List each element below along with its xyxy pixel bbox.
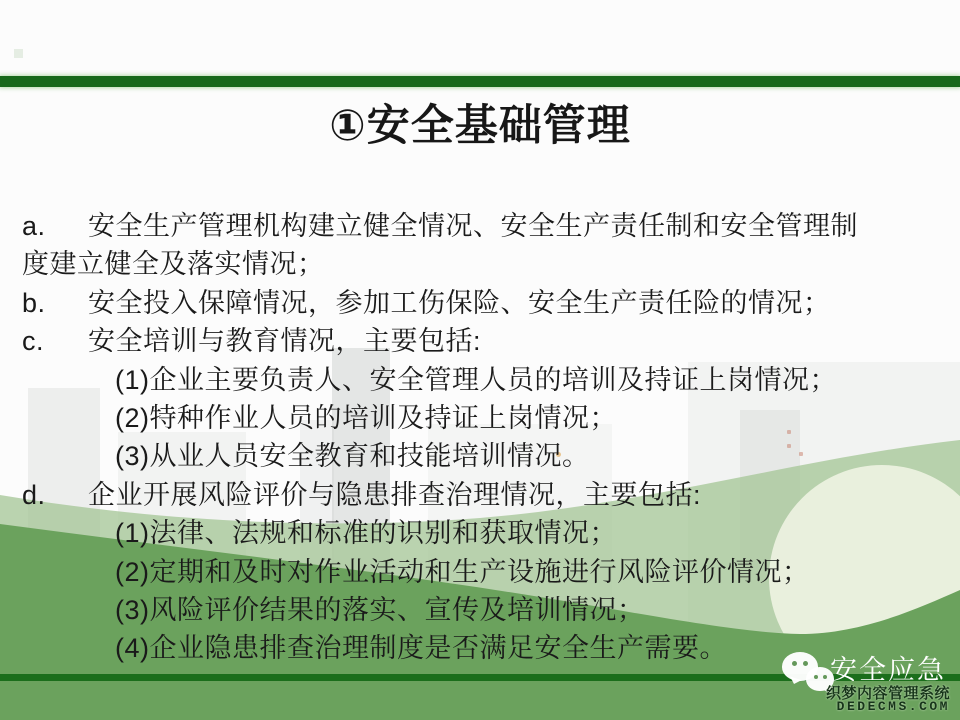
body-line [22, 553, 947, 591]
wechat-eye [814, 675, 818, 679]
body-line-text: (4)企业隐患排查治理制度是否满足安全生产需要。 [115, 633, 727, 664]
body-line [22, 207, 947, 245]
body-line-text: (3)从业人员安全教育和技能培训情况。 [115, 441, 590, 472]
wechat-account-label: 安全应急 [830, 655, 946, 685]
wechat-bubble-tail [786, 676, 801, 691]
body-line-text: 安全投入保障情况，参加工伤保险、安全生产责任险的情况； [88, 287, 831, 318]
body-line-text: (2)特种作业人员的培训及持证上岗情况； [115, 403, 617, 434]
wechat-eye [792, 661, 797, 666]
cms-watermark-domain: DEDECMS.COM [836, 699, 950, 714]
cms-watermark-text: 织梦内容管理系统 [825, 685, 950, 702]
body-line-text: (3)风险评价结果的落实、宣传及培训情况； [115, 595, 645, 626]
wechat-eye [823, 675, 827, 679]
body-line [22, 322, 947, 360]
body-line-text: 度建立健全及落实情况； [22, 249, 325, 280]
list-marker: d. [22, 479, 46, 510]
body-line [22, 476, 947, 514]
body-line [22, 284, 947, 322]
body-line-text: 安全培训与教育情况，主要包括: [88, 326, 482, 357]
body-line [22, 591, 947, 629]
body-line [22, 399, 947, 437]
body-line-text: (2)定期和及时对作业活动和生产设施进行风险评价情况； [115, 556, 810, 587]
list-marker: b. [22, 287, 46, 318]
body-line [22, 361, 947, 399]
body-line [22, 437, 947, 475]
body-line [22, 514, 947, 552]
wechat-eye [803, 661, 808, 666]
body-line-text: 企业开展风险评价与隐患排查治理情况，主要包括: [88, 479, 702, 510]
list-marker: c. [22, 326, 45, 357]
body-line-text: (1)法律、法规和标准的识别和获取情况； [115, 518, 617, 549]
body-line-text: 安全生产管理机构建立健全情况、安全生产责任制和安全管理制 [88, 211, 858, 241]
body-line-text: (1)企业主要负责人、安全管理人员的培训及持证上岗情况； [115, 364, 837, 395]
slide-title: ①安全基础管理 [329, 102, 631, 150]
slide-body [22, 207, 947, 668]
list-marker: a. [22, 211, 46, 241]
top-green-bar [0, 76, 960, 87]
body-line [22, 245, 947, 283]
